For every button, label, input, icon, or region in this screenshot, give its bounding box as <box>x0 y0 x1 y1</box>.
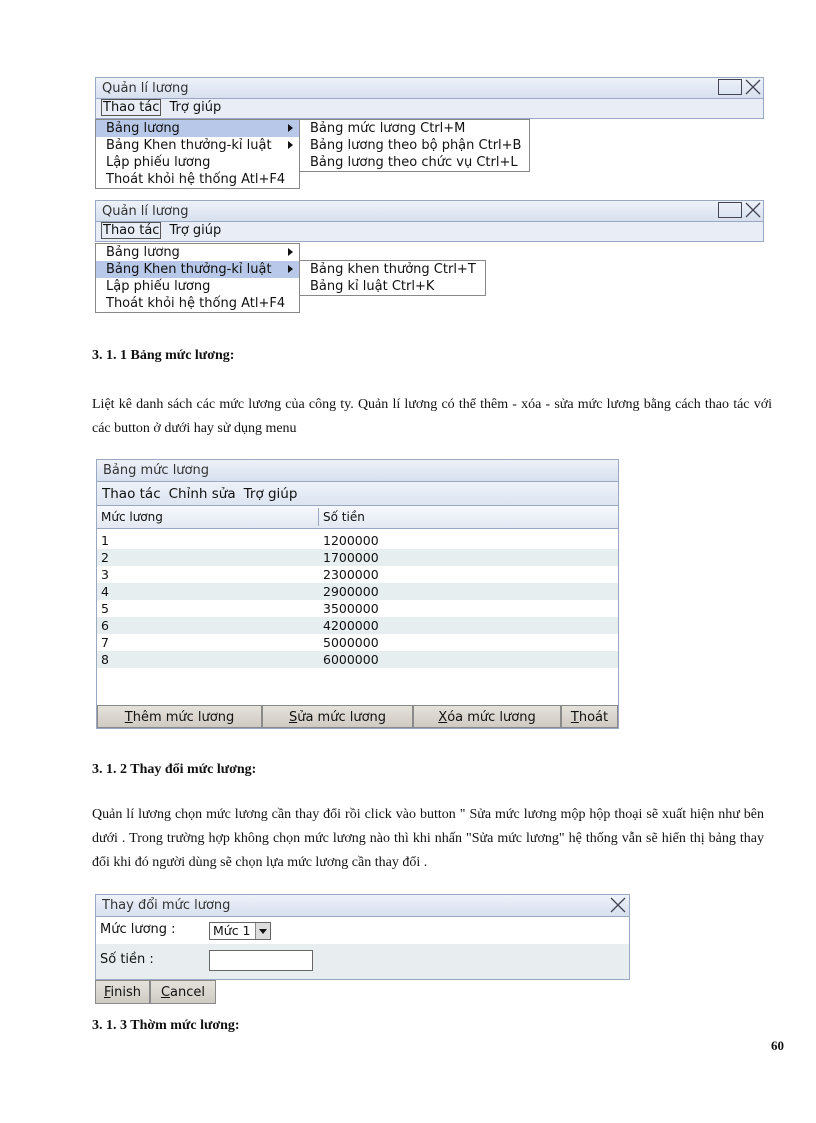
cell-level: 3 <box>101 567 109 582</box>
mnemonic: X <box>438 710 448 725</box>
menu-item-label: Bảng Khen thưởng-kỉ luật <box>106 262 272 277</box>
mnemonic: T <box>124 710 133 725</box>
submenu-arrow-icon <box>288 124 293 132</box>
cell-amount: 4200000 <box>323 618 379 633</box>
mnemonic: C <box>160 985 171 1000</box>
amount-label: Số tiền : <box>100 952 154 967</box>
table-row[interactable] <box>97 566 618 583</box>
submenu-item-bang-muc-luong[interactable]: Bảng mức lương Ctrl+M <box>310 121 466 136</box>
close-icon[interactable] <box>609 896 627 914</box>
section-heading-3-1-2: 3. 1. 2 Thay đổi mức lương: <box>92 762 257 777</box>
menubar <box>95 99 764 119</box>
button-label: óa mức lương <box>447 710 536 725</box>
menu-tro-giup[interactable]: Trợ giúp <box>243 486 298 502</box>
cell-level: 2 <box>101 550 109 565</box>
table-row[interactable] <box>97 634 618 651</box>
menu-item-bang-luong[interactable] <box>96 244 299 261</box>
edit-salary-level-button[interactable] <box>262 705 413 728</box>
menu-item-label: Lập phiếu lương <box>106 279 211 294</box>
form-row-amount <box>96 944 629 979</box>
mnemonic: S <box>288 710 298 725</box>
level-label: Mức lương : <box>100 922 176 937</box>
dropdown-arrow-icon[interactable] <box>255 923 270 939</box>
cell-amount: 2300000 <box>323 567 379 582</box>
cell-amount: 6000000 <box>323 652 379 667</box>
menu-item-label: Bảng Khen thưởng-kỉ luật <box>106 138 272 153</box>
section-heading-3-1-1: 3. 1. 1 Bảng mức lương: <box>92 348 235 363</box>
table-row[interactable] <box>97 549 618 566</box>
table-row[interactable] <box>97 600 618 617</box>
button-label: ancel <box>170 985 206 1000</box>
table-row[interactable] <box>97 617 618 634</box>
menu-thao-tac[interactable]: Thao tác <box>103 100 160 115</box>
form-row-level <box>96 917 629 944</box>
window-title-bar <box>96 895 629 917</box>
submenu-item-bang-khen-thuong[interactable]: Bảng khen thưởng Ctrl+T <box>310 262 476 277</box>
cell-level: 1 <box>101 533 109 548</box>
menu-chinh-sua[interactable]: Chỉnh sửa <box>168 486 236 502</box>
button-label: inish <box>110 985 142 1000</box>
menu-item-lap-phieu-luong[interactable] <box>96 154 299 171</box>
menu-item-bang-luong[interactable] <box>96 120 299 137</box>
dropdown-menu <box>95 119 300 189</box>
page-number: 60 <box>771 1038 784 1053</box>
window-thay-doi-muc-luong <box>95 894 630 980</box>
cell-amount: 2900000 <box>323 584 379 599</box>
button-bar <box>97 705 618 728</box>
window-bang-muc-luong <box>96 459 619 729</box>
window-title: Thay đổi mức lương <box>102 898 231 913</box>
menu-item-khen-thuong-ki-luat[interactable] <box>96 137 299 154</box>
window-title: Quản lí lương <box>102 81 189 96</box>
button-label: hêm mức lương <box>132 710 235 725</box>
column-divider <box>318 508 319 526</box>
menu-thao-tac[interactable]: Thao tác <box>103 223 160 238</box>
section-paragraph-3-1-2: Quản lí lương chọn mức lương cần thay đổi rồi click vào button " Sửa mức lương mộp hộp thoại sẽ xuất hiện như bên dưới . Trong trường hợp không chọn mức lương nào thì khi nhấn "Sửa mức lương" hệ thống vẫn sẽ hiển thị bảng thay đổi khi đó người dùng sẽ chọn lựa mức lương cần thay đổi . <box>92 807 764 870</box>
finish-button[interactable] <box>95 980 150 1004</box>
amount-input[interactable] <box>209 950 313 971</box>
dialog-button-bar <box>95 980 217 1004</box>
table-body <box>97 529 618 668</box>
mnemonic: F <box>103 985 111 1000</box>
add-salary-level-button[interactable] <box>97 705 262 728</box>
table-row[interactable] <box>97 651 618 668</box>
section-heading-3-1-3: 3. 1. 3 Thờm mức lương: <box>92 1018 240 1033</box>
delete-salary-level-button[interactable] <box>413 705 561 728</box>
window-title-bar <box>95 77 764 99</box>
close-icon[interactable] <box>744 201 762 219</box>
cell-amount: 1700000 <box>323 550 379 565</box>
mnemonic: T <box>570 710 579 725</box>
submenu-item-bang-luong-bo-phan[interactable]: Bảng lương theo bộ phận Ctrl+B <box>310 138 522 153</box>
submenu-arrow-icon <box>288 265 293 273</box>
exit-button[interactable] <box>561 705 618 728</box>
table-header <box>97 506 618 529</box>
window-quan-li-luong-1 <box>95 77 764 119</box>
menu-tro-giup[interactable]: Trợ giúp <box>169 223 222 238</box>
button-label: hoát <box>578 710 609 725</box>
table-row[interactable] <box>97 532 618 549</box>
window-title: Quản lí lương <box>102 204 189 219</box>
window-title-bar <box>95 200 764 222</box>
submenu-arrow-icon <box>288 248 293 256</box>
menubar <box>97 482 618 506</box>
close-icon[interactable] <box>744 78 762 96</box>
cell-level: 7 <box>101 635 109 650</box>
level-select[interactable] <box>209 922 271 940</box>
menu-item-thoat[interactable] <box>96 171 299 188</box>
cell-level: 4 <box>101 584 109 599</box>
submenu <box>299 260 486 296</box>
submenu-arrow-icon <box>288 141 293 149</box>
menu-item-label: Thoát khỏi hệ thống Atl+F4 <box>106 296 286 311</box>
window-title-bar <box>97 460 618 482</box>
submenu <box>299 119 530 172</box>
cancel-button[interactable] <box>150 980 216 1004</box>
cell-level: 8 <box>101 652 109 667</box>
maximize-icon[interactable] <box>718 202 742 218</box>
level-select-value: Mức 1 <box>213 923 251 938</box>
cell-amount: 3500000 <box>323 601 379 616</box>
cell-level: 6 <box>101 618 109 633</box>
menu-thao-tac[interactable]: Thao tác <box>102 486 161 502</box>
submenu-item-bang-ki-luat[interactable]: Bảng kỉ luật Ctrl+K <box>310 279 435 294</box>
cell-amount: 1200000 <box>323 533 379 548</box>
window-title: Bảng mức lương <box>103 463 209 478</box>
maximize-icon[interactable] <box>718 79 742 95</box>
menu-item-label: Lập phiếu lương <box>106 155 211 170</box>
column-header-so-tien[interactable]: Số tiền <box>323 510 365 524</box>
section-paragraph-3-1-1: Liệt kê danh sách các mức lương của công ty. Quản lí lương có thể thêm - xóa - sửa mức lương bằng cách thao tác với các button ở dưới hay sử dụng menu <box>92 397 772 436</box>
menu-item-khen-thuong-ki-luat[interactable] <box>96 261 299 278</box>
menu-item-label: Bảng lương <box>106 121 180 136</box>
menu-item-label: Thoát khỏi hệ thống Atl+F4 <box>106 172 286 187</box>
menu-item-thoat[interactable] <box>96 295 299 312</box>
window-quan-li-luong-2 <box>95 200 764 242</box>
cell-amount: 5000000 <box>323 635 379 650</box>
menu-tro-giup[interactable]: Trợ giúp <box>169 100 222 115</box>
menu-item-lap-phieu-luong[interactable] <box>96 278 299 295</box>
menu-item-label: Bảng lương <box>106 245 180 260</box>
cell-level: 5 <box>101 601 109 616</box>
menubar <box>95 222 764 242</box>
table-row[interactable] <box>97 583 618 600</box>
submenu-item-bang-luong-chuc-vu[interactable]: Bảng lương theo chức vụ Ctrl+L <box>310 155 518 170</box>
dropdown-menu <box>95 243 300 313</box>
column-header-muc-luong[interactable]: Mức lương <box>101 510 163 524</box>
button-label: ửa mức lương <box>297 710 387 725</box>
